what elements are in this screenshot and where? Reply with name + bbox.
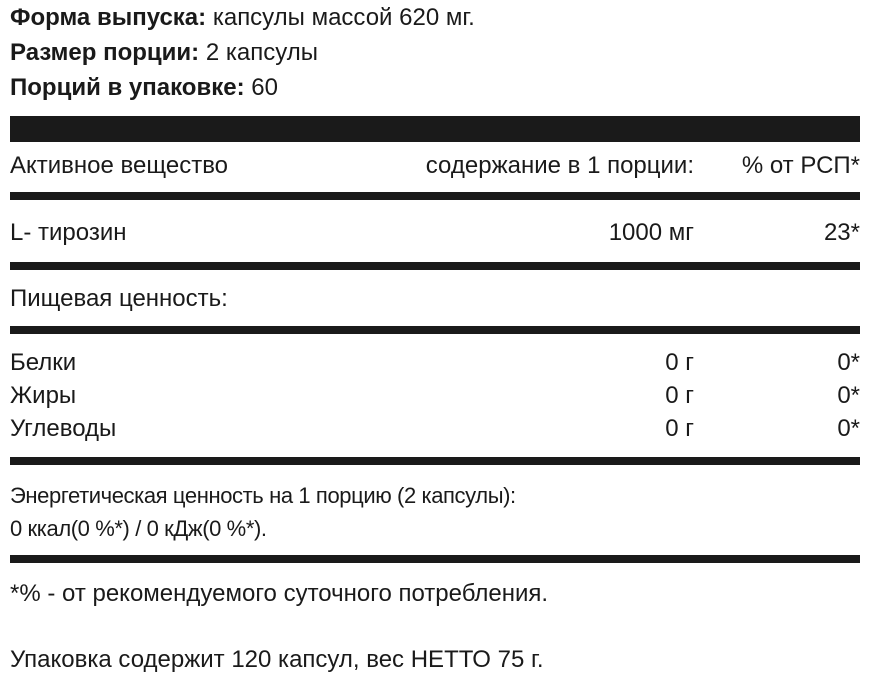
- nutrition-title: Пищевая ценность:: [10, 285, 228, 312]
- nutrient-amount: 0 г: [665, 382, 694, 409]
- serving-size-label: Размер порции:: [10, 39, 200, 66]
- column-header-amount-per-serving: содержание в 1 порции:: [425, 152, 694, 179]
- divider: [10, 457, 860, 465]
- nutrient-amount: 0 г: [665, 415, 694, 442]
- ingredient-name: L- тирозин: [10, 219, 127, 246]
- bottom-divider: [10, 555, 860, 563]
- nutrient-percent: 0*: [837, 415, 860, 442]
- table-header-row: [10, 150, 860, 182]
- nutrient-name: Жиры: [10, 382, 77, 409]
- serving-size-line: [10, 38, 318, 68]
- package-contents-note: Упаковка содержит 120 капсул, вес НЕТТО 75 г.: [10, 646, 544, 673]
- column-header-percent-rsp: % от РСП*: [741, 152, 860, 179]
- divider: [10, 262, 860, 270]
- energy-value-line-1: Энергетическая ценность на 1 порцию (2 капсулы):: [10, 483, 516, 508]
- divider: [10, 326, 860, 334]
- servings-per-container-value: 60: [251, 74, 278, 101]
- form-line: [10, 3, 475, 33]
- form-value: капсулы массой 620 мг.: [212, 4, 475, 31]
- nutrient-name: Белки: [10, 349, 77, 376]
- column-header-active-substance: Активное вещество: [10, 152, 229, 179]
- servings-per-container-label: Порций в упаковке:: [10, 74, 245, 101]
- table-row: [10, 217, 860, 249]
- table-row: [10, 347, 860, 379]
- nutrient-percent: 0*: [837, 349, 860, 376]
- serving-size-value: 2 капсулы: [205, 39, 318, 66]
- nutrient-name: Углеводы: [10, 415, 117, 442]
- table-row: [10, 413, 860, 445]
- ingredient-amount: 1000 мг: [608, 219, 694, 246]
- energy-value-line-2: 0 ккал(0 %*) / 0 кДж(0 %*).: [10, 516, 267, 541]
- nutrition-title-row: [10, 283, 860, 315]
- nutrient-amount: 0 г: [665, 349, 694, 376]
- divider: [10, 192, 860, 200]
- form-label: Форма выпуска:: [10, 4, 207, 31]
- top-thick-divider: [10, 116, 860, 142]
- rsp-footnote: *% - от рекомендуемого суточного потребления.: [10, 580, 549, 607]
- table-row: [10, 380, 860, 412]
- servings-per-container-line: [10, 73, 278, 103]
- ingredient-percent: 23*: [823, 219, 860, 246]
- nutrient-percent: 0*: [837, 382, 860, 409]
